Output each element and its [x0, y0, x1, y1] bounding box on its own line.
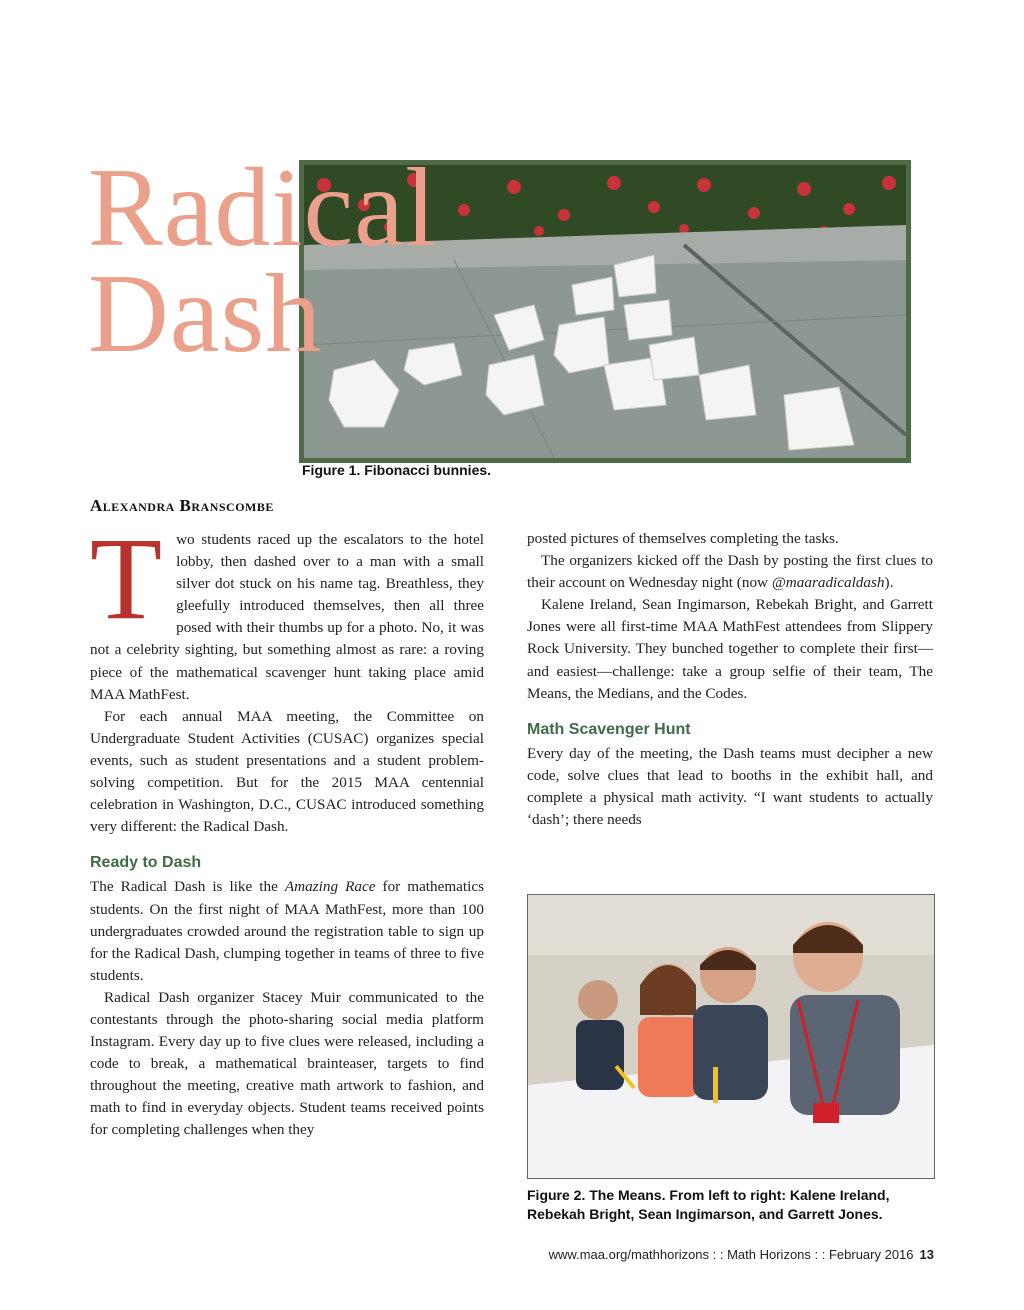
text-run: The organizers kicked off the Dash by posting the first clues to their account on Wednesday night (now [527, 552, 933, 592]
intro-paragraph [90, 513, 484, 706]
section-heading-ready-to-dash: Ready to Dash [90, 854, 202, 872]
drop-cap: T [90, 513, 163, 644]
left-column [90, 513, 485, 1142]
figure-2-photo [527, 894, 935, 1179]
paragraph [527, 550, 933, 594]
article-title-line-1: Radical [88, 146, 438, 270]
footer-text: www.maa.org/mathhorizons : : Math Horizons : : February 2016 [548, 1247, 914, 1262]
figure-2-caption: Figure 2. The Means. From left to right: Kalene Ireland, Rebekah Bright, Sean Ingimarson, and Garrett Jones. [527, 1187, 890, 1222]
page-number: 13 [919, 1247, 934, 1262]
paragraph: posted pictures of themselves completing the tasks. [527, 530, 839, 547]
right-column [527, 528, 933, 831]
paragraph: Radical Dash organizer Stacey Muir communicated to the contestants through the photo-sharing social media platform Instagram. Every day up to five clues were released, including a code to break, a mathematical brainteaser, targets to find throughout the meeting, creative math artwork to fashion, and math to find in everyday objects. Student teams received points for completing challenges when they [90, 988, 484, 1139]
page-footer [549, 1247, 934, 1262]
emphasis: Amazing Race [284, 878, 376, 896]
paragraph: Kalene Ireland, Sean Ingimarson, Rebekah Bright, and Garrett Jones were all first-time MAA MathFest attendees from Slippery Rock University. They bunched together to complete their first—and easiest—challenge: take a group selfie of their team, The Means, the Medians, and the Codes. [527, 596, 933, 702]
text-run: ). [884, 574, 894, 592]
intro-text: wo students raced up the escalators to the hotel lobby, then dashed over to a man with a small silver dot stuck on his name tag. Breathless, they gleefully introduced themselves, then all three posed with their thumbs up for a photo. No, it was not a celebrity sighting, but something almost as rare: a roving piece of the mathematical scavenger hunt taking place amid MAA MathFest. [90, 531, 484, 703]
instagram-handle: @maaradicaldash [771, 574, 885, 592]
author-byline: Alexandra Branscombe [90, 496, 274, 515]
section-heading-math-scavenger-hunt: Math Scavenger Hunt [527, 720, 691, 738]
paragraph: For each annual MAA meeting, the Committee on Undergraduate Student Activities (CUSAC) organizes special events, such as student presentations and a student problem-solving competition. But for the 2015 MAA centennial celebration in Washington, D.C., CUSAC introduced something very different: the Radical Dash. [90, 707, 484, 836]
article-title-line-2: Dash [88, 252, 323, 376]
paragraph [90, 876, 484, 986]
text-run: for mathematics students. On the first night of MAA MathFest, more than 100 undergraduates crowded around the registration table to sign up for the Radical Dash, clumping together in teams of three to five students. [90, 878, 485, 984]
paragraph: Every day of the meeting, the Dash teams must decipher a new code, solve clues that lead to booths in the exhibit hall, and complete a physical math activity. “I want students to actually ‘dash’; there needs [527, 744, 933, 829]
figure-1-caption: Figure 1. Fibonacci bunnies. [302, 462, 492, 478]
text-run: The Radical Dash is like the [90, 878, 285, 896]
team-photo-image [528, 895, 934, 1178]
